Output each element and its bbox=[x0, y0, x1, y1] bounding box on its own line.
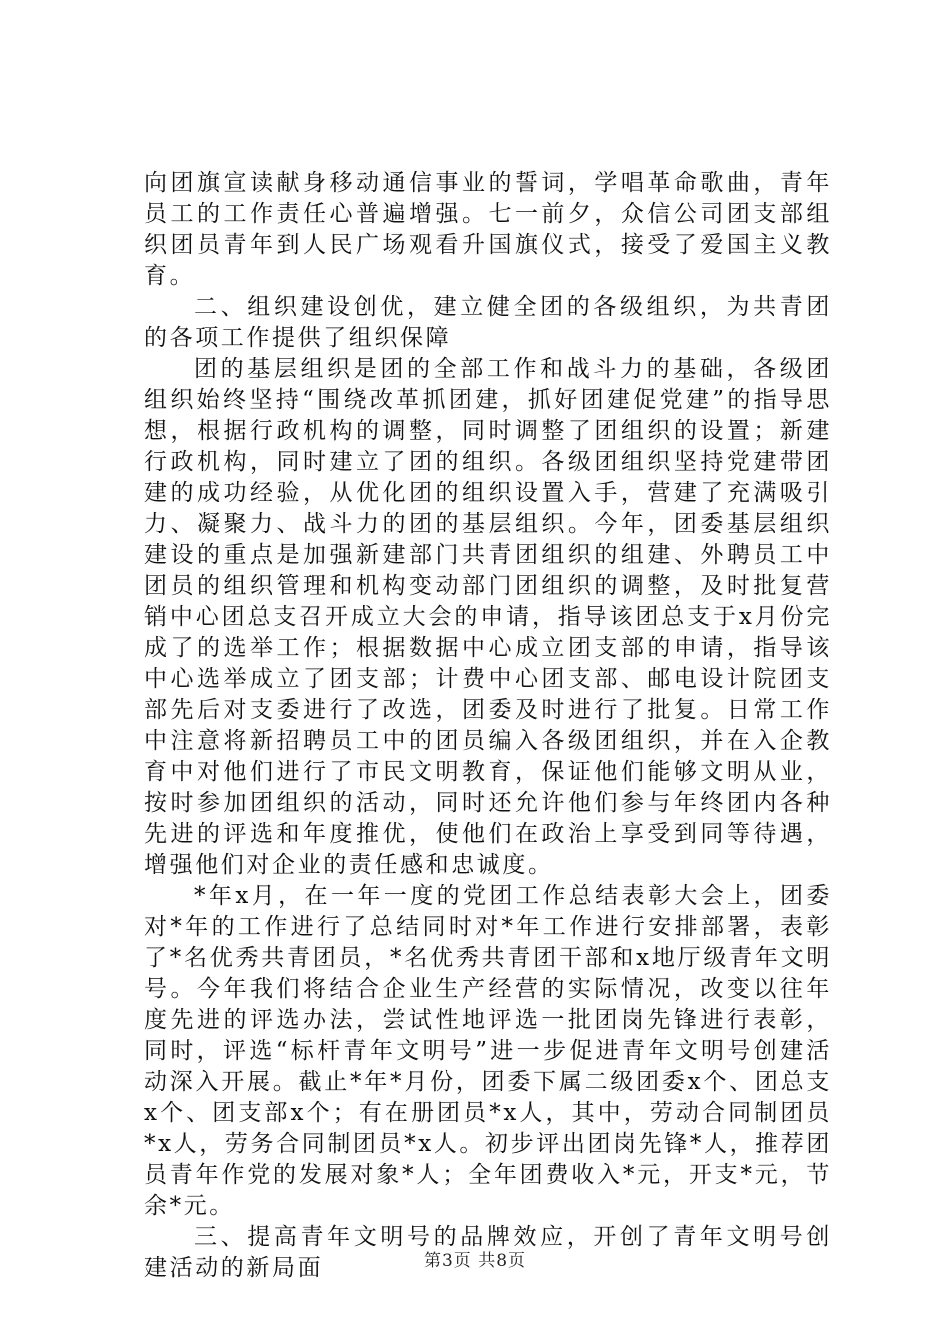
paragraph-commendation: *年x月，在一年一度的党团工作总结表彰大会上，团委对*年的工作进行了总结同时对*年工作进行安排部署，表彰了*名优秀共青团员，*名优秀共青团干部和x地厅级青年文明号。今年我们将结合企业生产经营的实际情况，改变以往年度先进的评选办法，尝试性地评选一批团岗先锋进行表彰，同时，评选“标杆青年文明号”进一步促进青年文明号创建活动深入开展。截止*年*月份，团委下属二级团委x个、团总支x个、团支部x个；有在册团员*x人，其中，劳动合同制团员*x人，劳务合同制团员*x人。初步评出团岗先锋*人，推荐团员青年作党的发展对象*人；全年团费收入*元，开支*元，节余*元。 bbox=[144, 883, 832, 1219]
section-heading-two: 二、组织建设创优，建立健全团的各级组织，为共青团的各项工作提供了组织保障 bbox=[144, 294, 832, 351]
page-footer: 第3页 共8页 bbox=[423, 1251, 527, 1271]
paragraph-continuation: 向团旗宣读献身移动通信事业的誓词，学唱革命歌曲，青年员工的工作责任心普遍增强。七一前夕，众信公司团支部组织团员青年到人民广场观看升国旗仪式，接受了爱国主义教育。 bbox=[144, 170, 832, 289]
paragraph-organization: 团的基层组织是团的全部工作和战斗力的基础，各级团组织始终坚持“围绕改革抓团建，抓好团建促党建”的指导思想，根据行政机构的调整，同时调整了团组织的设置；新建行政机构，同时建立了团的组织。各级团组织坚持党建带团建的成功经验，从优化团的组织设置入手，营建了充满吸引力、凝聚力、战斗力的团的基层组织。今年，团委基层组织建设的重点是加强新建部门共青团组织的组建、外聘员工中团员的组织管理和机构变动部门团组织的调整，及时批复营销中心团总支召开成立大会的申请，指导该团总支于x月份完成了的选举工作；根据数据中心成立团支部的申请，指导该中心选举成立了团支部；计费中心团支部、邮电设计院团支部先后对支委进行了改选，团委及时进行了批复。日常工作中注意将新招聘员工中的团员编入各级团组织，并在入企教育中对他们进行了市民文明教育，保证他们能够文明从业，按时参加团组织的活动，同时还允许他们参与年终团内各种先进的评选和年度推优，使他们在政治上享受到同等待遇，增强他们对企业的责任感和忠诚度。 bbox=[144, 356, 832, 878]
section-heading-three: 三、提高青年文明号的品牌效应，开创了青年文明号创建活动的新局面 bbox=[144, 1224, 832, 1281]
document-body bbox=[144, 168, 832, 1284]
